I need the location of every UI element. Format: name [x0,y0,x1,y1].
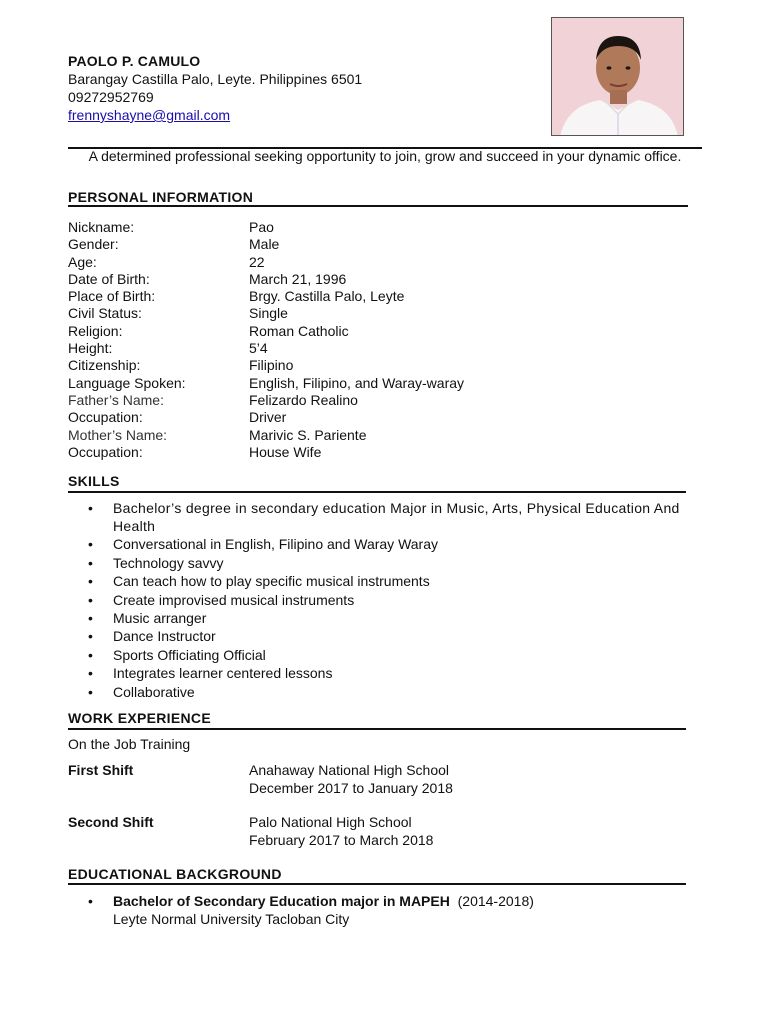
skill-text: Create improvised musical instruments [113,591,355,608]
info-value: Male [249,236,280,253]
info-label: Place of Birth: [68,288,156,305]
education-list [88,892,708,928]
education-school: Leyte Normal University Tacloban City [113,911,350,927]
info-label: Age: [68,253,97,270]
skill-text: Collaborative [113,683,195,700]
applicant-name: PAOLO P. CAMULO [68,53,201,69]
skills-list [88,500,708,701]
info-label: Date of Birth: [68,270,150,287]
section-title-education: EDUCATIONAL BACKGROUND [68,866,282,882]
info-label: Occupation: [68,409,143,426]
info-value: Driver [249,409,287,426]
job-period: February 2017 to March 2018 [249,831,434,848]
info-row [68,219,688,236]
section-divider-work [68,728,686,730]
list-item [88,664,708,682]
info-value: 5’4 [249,340,268,357]
education-years: (2014-2018) [457,893,534,909]
list-item [88,554,708,572]
info-label: Gender: [68,236,119,253]
info-value: March 21, 1996 [249,270,347,287]
info-label: Father’s Name: [68,391,164,408]
section-title-work: WORK EXPERIENCE [68,710,211,726]
info-label: Language Spoken: [68,374,186,391]
info-label: Nickname: [68,219,135,235]
job-entry [68,814,433,849]
info-row [68,271,688,288]
profile-photo [551,17,684,136]
info-value: House Wife [249,443,322,460]
info-value: Pao [249,219,274,235]
info-row [68,305,688,322]
job-school: Palo National High School [249,814,412,830]
info-label: Occupation: [68,443,143,460]
info-row [68,254,688,271]
list-item [88,572,708,590]
job-school: Anahaway National High School [249,762,450,778]
objective-statement: A determined professional seeking opportunity to join, grow and succeed in your dynamic office. [88,148,682,164]
section-divider-skills [68,491,686,493]
info-row [68,392,688,409]
job-shift: Second Shift [68,814,154,830]
info-value: 22 [249,253,265,270]
section-divider-education [68,883,686,885]
skill-text: Bachelor’s degree in secondary education Major in Music, Arts, Physical Education And Health [113,500,680,534]
section-title-skills: SKILLS [68,473,120,489]
section-divider-personal [68,205,688,207]
skill-text: Music arranger [113,609,207,626]
phone-number: 09272952769 [68,89,154,105]
list-item [88,646,708,664]
info-row [68,444,688,461]
info-label: Religion: [68,322,123,339]
job-details [249,762,453,797]
skill-text: Dance Instructor [113,628,216,645]
info-row [68,236,688,253]
list-item [88,627,708,645]
info-row [68,357,688,374]
section-title-personal: PERSONAL INFORMATION [68,189,254,205]
contact-block [68,52,362,124]
job-shift: First Shift [68,762,134,778]
info-row [68,340,688,357]
skill-text: Sports Officiating Official [113,646,266,663]
list-item [88,500,708,535]
info-row [68,427,688,444]
skill-text: Technology savvy [113,554,224,571]
list-item [88,609,708,627]
email-link[interactable]: frennyshayne@gmail.com [68,107,231,123]
info-value: Felizardo Realino [249,391,358,408]
education-degree: Bachelor of Secondary Education major in MAPEH [113,893,450,909]
info-row [68,288,688,305]
info-label: Citizenship: [68,357,141,374]
skill-text: Integrates learner centered lessons [113,665,333,682]
info-value: Single [249,305,288,322]
job-entry [68,762,453,797]
list-item [88,591,708,609]
person-photo-icon [552,18,684,136]
address: Barangay Castilla Palo, Leyte. Philippines 6501 [68,71,363,87]
job-period: December 2017 to January 2018 [249,779,453,796]
info-value: Marivic S. Pariente [249,426,367,443]
personal-info-table [68,219,688,461]
list-item [88,892,708,928]
work-subtitle: On the Job Training [68,736,191,752]
info-label: Height: [68,340,113,357]
skill-text: Can teach how to play specific musical instruments [113,573,430,590]
job-details [249,814,433,849]
info-label: Mother’s Name: [68,426,168,443]
info-value: Brgy. Castilla Palo, Leyte [249,288,405,305]
list-item [88,535,708,553]
info-label: Civil Status: [68,305,142,322]
info-row [68,323,688,340]
skill-text: Conversational in English, Filipino and Waray Waray [113,536,438,553]
info-value: Roman Catholic [249,322,349,339]
info-value: English, Filipino, and Waray-waray [249,374,465,391]
info-row [68,409,688,426]
info-value: Filipino [249,357,294,374]
list-item [88,683,708,701]
info-row [68,375,688,392]
